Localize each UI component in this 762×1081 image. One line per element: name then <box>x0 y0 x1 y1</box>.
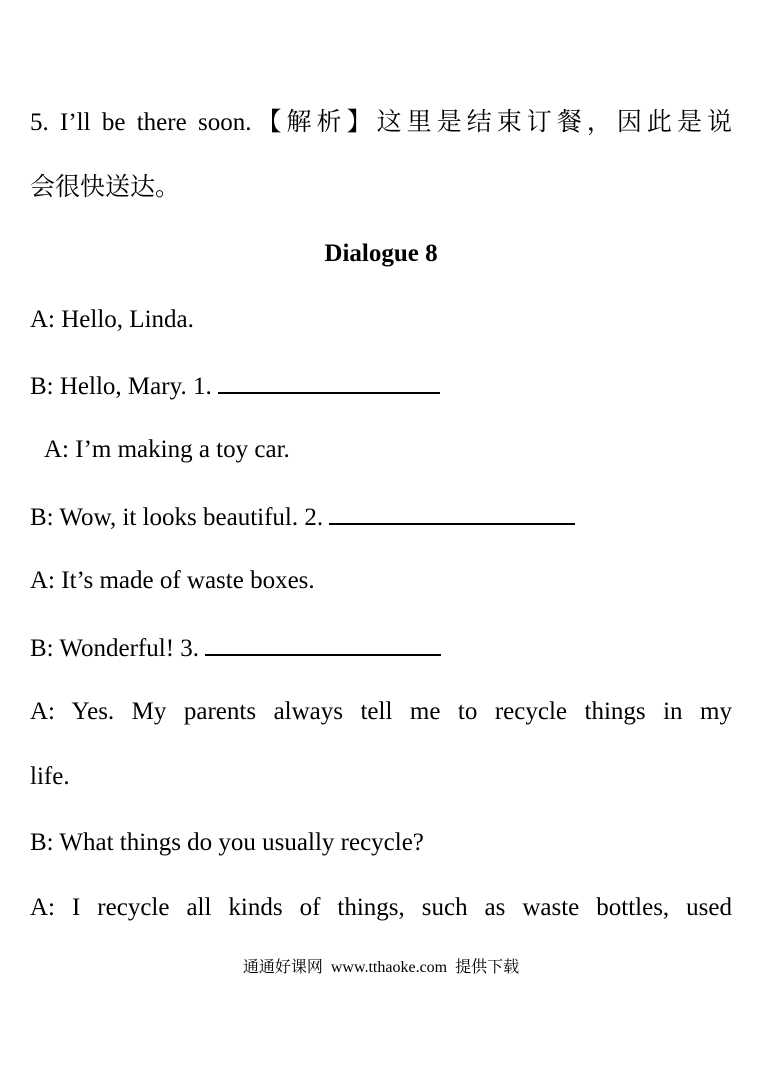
answer5-line2: 会很快送达。 <box>30 174 181 201</box>
answer-blank-2[interactable] <box>329 501 575 525</box>
answer-blank-1[interactable] <box>218 370 440 394</box>
dialogue-line-9 <box>30 828 424 858</box>
footer-site-name: 通通好课网 <box>242 957 323 976</box>
dialogue-line-5 <box>30 566 315 596</box>
dialogue-text: B: What things do you usually recycle? <box>30 829 424 856</box>
dialogue-line-7: A: Yes. My parents always tell me to recycle things in my <box>30 698 732 725</box>
footer-url[interactable]: www.tthaoke.com <box>330 959 448 976</box>
dialogue-text: A: It’s made of waste boxes. <box>30 567 315 594</box>
dialogue-line-6 <box>30 632 441 664</box>
answer5-line1: 5. I’ll be there soon.【解析】这里是结束订餐，因此是说 <box>30 109 732 136</box>
footer <box>0 956 762 979</box>
dialogue-line-1 <box>30 305 194 335</box>
dialogue-text: B: Hello, Mary. 1. <box>30 373 212 400</box>
dialogue-line-3 <box>44 435 290 465</box>
answer-blank-3[interactable] <box>205 632 441 656</box>
dialogue-text: A: I’m making a toy car. <box>44 436 290 463</box>
dialogue-text: B: Wonderful! 3. <box>30 635 200 662</box>
dialogue-line-2 <box>30 370 440 402</box>
footer-suffix: 提供下载 <box>455 957 520 976</box>
dialogue-text: A: Hello, Linda. <box>30 306 194 333</box>
dialogue-heading: Dialogue 8 <box>324 240 438 267</box>
dialogue-text: life. <box>30 763 70 790</box>
dialogue-line-10: A: I recycle all kinds of things, such as waste bottles, used <box>30 894 732 921</box>
dialogue-text: B: Wow, it looks beautiful. 2. <box>30 504 324 531</box>
dialogue-line-4 <box>30 501 575 533</box>
dialogue-line-8 <box>30 762 70 792</box>
